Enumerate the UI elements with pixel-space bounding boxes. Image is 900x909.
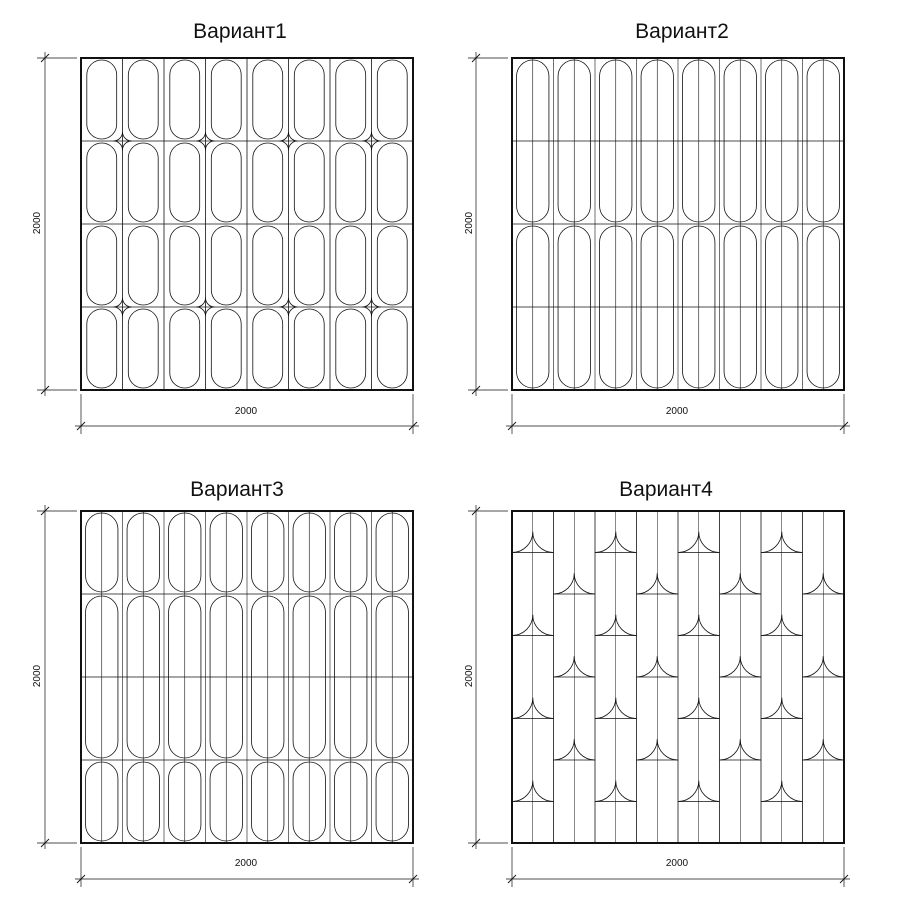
cusp-arc	[657, 573, 678, 594]
cusp-arc	[595, 615, 616, 636]
cusp-arc	[699, 615, 720, 636]
panel-variant-4	[468, 505, 850, 887]
cusp-arc	[678, 698, 699, 719]
cusp-arc	[196, 298, 205, 307]
cusp-arc	[761, 698, 782, 719]
cusp-arc	[803, 573, 824, 594]
cusp-arc	[782, 781, 803, 802]
panel-variant-3	[37, 505, 419, 887]
cusp-arc	[574, 656, 595, 677]
cusp-arc	[657, 656, 678, 677]
cusp-arc	[823, 656, 844, 677]
cusp-arc	[554, 739, 575, 760]
cusp-arc	[616, 532, 637, 553]
cusp-arc	[512, 698, 533, 719]
cusp-arc	[637, 573, 658, 594]
cusp-arc	[678, 781, 699, 802]
cusp-arc	[740, 656, 761, 677]
capsule-bar	[170, 60, 200, 139]
capsule-bar	[336, 309, 366, 388]
variant1-width-label: 2000	[234, 406, 258, 417]
cusp-arc	[279, 298, 288, 307]
variant2-title: Вариант2	[635, 20, 729, 43]
capsule-bar	[336, 60, 366, 139]
capsule-bar	[128, 60, 158, 139]
cusp-arc	[512, 532, 533, 553]
variant1-title: Вариант1	[193, 20, 287, 43]
cusp-arc	[554, 573, 575, 594]
cusp-arc	[533, 698, 554, 719]
capsule-bar	[294, 60, 324, 139]
capsule-bar	[336, 143, 366, 222]
cusp-arc	[123, 298, 132, 307]
cusp-arc	[782, 698, 803, 719]
cusp-arc	[372, 307, 381, 316]
variant3-width-label: 2000	[234, 858, 258, 869]
capsule-bar	[128, 309, 158, 388]
cusp-arc	[803, 656, 824, 677]
cusp-arc	[554, 656, 575, 677]
capsule-bar	[87, 226, 117, 305]
capsule-bar	[87, 60, 117, 139]
capsule-bar	[377, 60, 407, 139]
cusp-arc	[372, 141, 381, 150]
variant2-width-label: 2000	[665, 406, 689, 417]
cusp-arc	[113, 298, 122, 307]
capsule-bar	[128, 143, 158, 222]
cusp-arc	[782, 532, 803, 553]
cusp-arc	[699, 698, 720, 719]
cusp-arc	[362, 307, 371, 316]
capsule-bar	[211, 143, 241, 222]
capsule-bar	[377, 226, 407, 305]
cusp-arc	[595, 532, 616, 553]
cusp-arc	[362, 132, 371, 141]
cusp-arc	[289, 141, 298, 150]
cusp-arc	[512, 615, 533, 636]
panel-variant-2	[468, 52, 850, 434]
cusp-arc	[595, 698, 616, 719]
cusp-arc	[637, 656, 658, 677]
cusp-arc	[761, 532, 782, 553]
cusp-arc	[678, 532, 699, 553]
cusp-arc	[279, 141, 288, 150]
capsule-bar	[336, 226, 366, 305]
cusp-arc	[533, 615, 554, 636]
cusp-arc	[595, 781, 616, 802]
cusp-arc	[279, 132, 288, 141]
variant3-height-label: 2000	[32, 664, 43, 688]
cusp-arc	[123, 307, 132, 316]
cusp-arc	[574, 739, 595, 760]
cusp-arc	[206, 307, 215, 316]
cusp-arc	[289, 132, 298, 141]
capsule-bar	[170, 143, 200, 222]
cusp-arc	[512, 781, 533, 802]
capsule-bar	[211, 226, 241, 305]
variant3-title: Вариант3	[190, 478, 284, 501]
cusp-arc	[206, 132, 215, 141]
cusp-arc	[616, 615, 637, 636]
cusp-arc	[782, 615, 803, 636]
cusp-arc	[289, 307, 298, 316]
capsule-bar	[253, 226, 283, 305]
capsule-bar	[253, 309, 283, 388]
panel-variant-1	[37, 52, 419, 434]
cusp-arc	[206, 298, 215, 307]
cusp-arc	[372, 132, 381, 141]
cusp-arc	[803, 739, 824, 760]
cusp-arc	[533, 781, 554, 802]
cusp-arc	[761, 781, 782, 802]
cusp-arc	[740, 573, 761, 594]
cusp-arc	[362, 298, 371, 307]
cusp-arc	[740, 739, 761, 760]
capsule-bar	[128, 226, 158, 305]
cusp-arc	[616, 781, 637, 802]
cusp-arc	[372, 298, 381, 307]
cusp-arc	[533, 532, 554, 553]
cusp-arc	[678, 615, 699, 636]
cusp-arc	[720, 739, 741, 760]
panels-group	[37, 52, 850, 887]
variant4-title: Вариант4	[619, 478, 713, 501]
variant2-height-label: 2000	[464, 211, 475, 235]
capsule-bar	[170, 226, 200, 305]
cusp-arc	[362, 141, 371, 150]
cusp-arc	[720, 656, 741, 677]
cusp-arc	[113, 307, 122, 316]
cusp-arc	[720, 573, 741, 594]
cusp-arc	[699, 532, 720, 553]
capsule-bar	[87, 143, 117, 222]
capsule-bar	[253, 60, 283, 139]
capsule-bar	[294, 226, 324, 305]
cusp-arc	[196, 307, 205, 316]
capsule-bar	[170, 309, 200, 388]
cusp-arc	[637, 739, 658, 760]
cusp-arc	[196, 141, 205, 150]
cusp-arc	[823, 573, 844, 594]
cusp-arc	[196, 132, 205, 141]
capsule-bar	[377, 143, 407, 222]
cusp-arc	[574, 573, 595, 594]
capsule-bar	[294, 143, 324, 222]
variant4-width-label: 2000	[665, 858, 689, 869]
cusp-arc	[113, 141, 122, 150]
capsule-bar	[377, 309, 407, 388]
variant1-height-label: 2000	[32, 211, 43, 235]
capsule-bar	[87, 309, 117, 388]
cusp-arc	[206, 141, 215, 150]
cusp-arc	[823, 739, 844, 760]
cusp-arc	[657, 739, 678, 760]
cusp-arc	[123, 141, 132, 150]
capsule-bar	[294, 309, 324, 388]
cusp-arc	[113, 132, 122, 141]
capsule-bar	[211, 60, 241, 139]
capsule-bar	[211, 309, 241, 388]
cusp-arc	[279, 307, 288, 316]
cusp-arc	[616, 698, 637, 719]
capsule-bar	[253, 143, 283, 222]
variant4-height-label: 2000	[464, 664, 475, 688]
cusp-arc	[699, 781, 720, 802]
cusp-arc	[123, 132, 132, 141]
cusp-arc	[761, 615, 782, 636]
cusp-arc	[289, 298, 298, 307]
